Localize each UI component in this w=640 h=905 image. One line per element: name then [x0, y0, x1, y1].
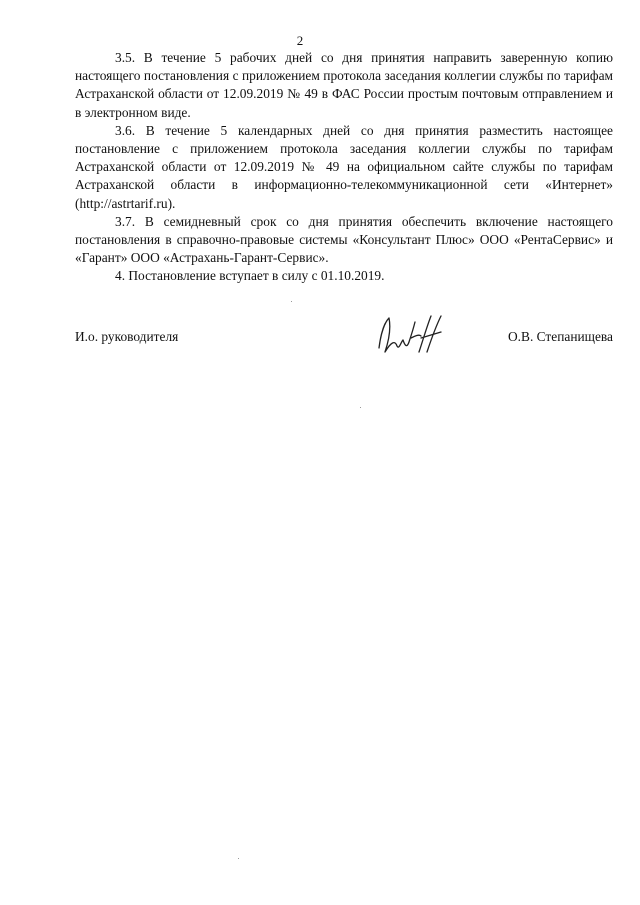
paragraph-3-5: 3.5. В течение 5 рабочих дней со дня принятия направить заверенную копию настоящего постановления с приложением протокола заседания коллегии службы по тарифам Астраханской области от 12.09.2019 № 49 в ФАС России простым почтовым отправлением и в электронном виде. [75, 50, 613, 120]
handwritten-signature [375, 312, 465, 360]
paragraph-3-7: 3.7. В семидневный срок со дня принятия обеспечить включение настоящего постановления в справочно-правовые системы «Консультант Плюс» ООО «РентаСервис» и «Гарант» ООО «Астрахань-Гарант-Сервис». [75, 213, 613, 266]
scan-speck [360, 407, 361, 408]
page-number: 2 [296, 33, 304, 48]
signature-block [75, 320, 613, 360]
document-body [75, 49, 613, 286]
signer-title: И.о. руководителя [75, 329, 179, 344]
paragraph-3-6: 3.6. В течение 5 календарных дней со дня принятия разместить настоящее постановление с приложением протокола заседания коллегии службы по тарифам Астраханской области от 12.09.2019 № 49 на официальном сайте службы по тарифам Астраханской области в информационно-телекоммуникационной сети «Интернет» (http://astrtarif.ru). [75, 122, 613, 211]
signer-name: О.В. Степанищева [508, 329, 613, 344]
scan-speck [238, 858, 239, 859]
paragraph-4: 4. Постановление вступает в силу с 01.10.2019. [115, 268, 385, 284]
scan-speck [291, 301, 292, 302]
